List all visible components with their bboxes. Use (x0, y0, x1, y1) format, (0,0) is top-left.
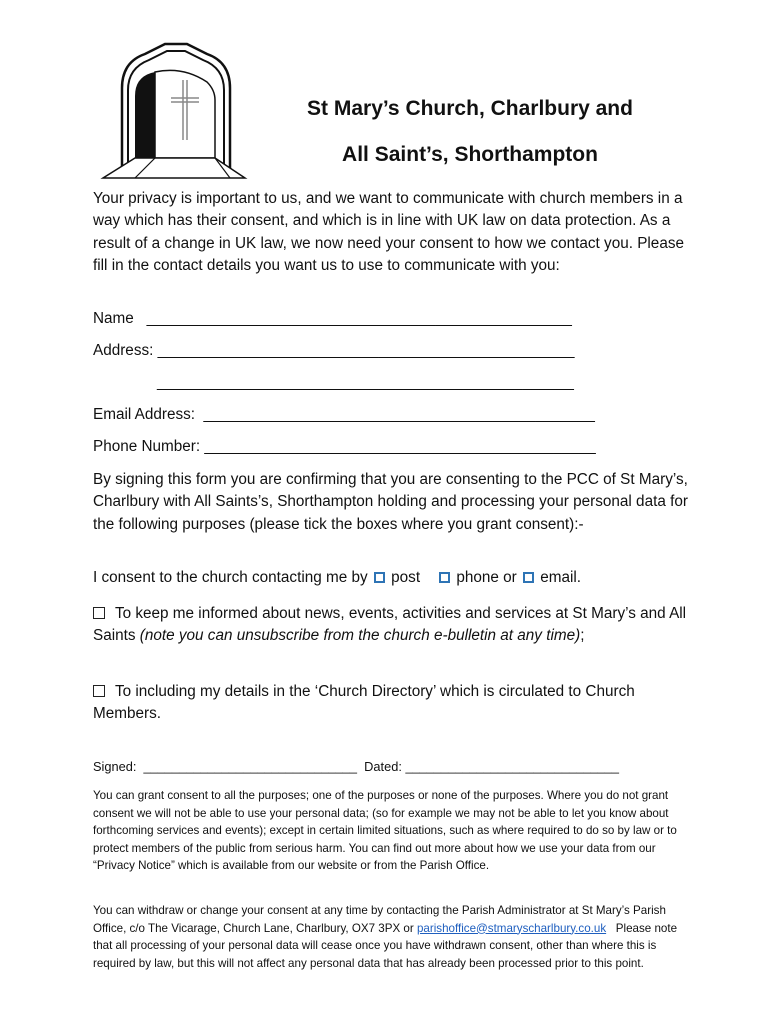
phone-label: Phone Number: (93, 438, 201, 455)
phone-field[interactable]: ______________________________________________ (204, 438, 596, 455)
directory-checkbox[interactable] (93, 685, 105, 697)
withdraw-text: You can withdraw or change your consent at any time by contacting the Parish Administrator at St Mary’s Parish Office, c/o The Vicarage, Church Lane, Charlbury, OX7 3PX or (93, 904, 666, 935)
address-label: Address: (93, 342, 154, 359)
post-label: post (391, 569, 421, 586)
signature-row (93, 759, 619, 774)
email-row (93, 406, 595, 424)
dated-field[interactable]: ______________________________ (405, 759, 619, 774)
news-checkbox[interactable] (93, 607, 105, 619)
parish-email-link[interactable]: parishoffice@stmaryscharlbury.co.uk (416, 921, 607, 935)
email-checkbox[interactable] (523, 572, 534, 583)
contact-consent-row (93, 569, 581, 587)
signed-field[interactable]: ______________________________ (143, 759, 358, 774)
option-news-suffix: ; (580, 627, 585, 645)
address-field-line2[interactable]: _________________________________________________ (157, 374, 574, 391)
post-checkbox[interactable] (374, 572, 385, 583)
consent-info-paragraph: You can grant consent to all the purposes; one of the purposes or none of the purposes. Where you do not grant consent we will not be able to use your personal data; (so for example we may not be able to let you know about forthcoming services and events); except in certain limited situations, such as where required to do so by law or to protect members of the public from serious harm. You can find out more about how we use your data from our “Privacy Notice” which is available from our website or from the Parish Office. (93, 789, 677, 872)
option-news-text: To keep me informed about news, events, activities and services at St Mary’s and All Saints (93, 605, 687, 645)
phone-label-option: phone or (456, 569, 517, 586)
address-field-line1[interactable]: _________________________________________________ (157, 342, 575, 359)
name-field[interactable]: __________________________________________________ (146, 310, 572, 327)
name-row (93, 310, 572, 328)
church-door-logo (95, 40, 255, 182)
page-title-line2: All Saint’s, Shorthampton (342, 143, 598, 166)
option-news-note: (note you can unsubscribe from the church e-bulletin at any time) (139, 627, 581, 645)
withdraw-paragraph (93, 902, 688, 972)
option-directory-row (93, 681, 693, 726)
consent-paragraph: By signing this form you are confirming that you are consenting to the PCC of St Mary’s, Charlbury with All Saints’s, Shorthampton holding and processing your personal data for the following purposes (please tick the boxes where you grant consent):- (93, 471, 688, 533)
address-row (93, 342, 575, 360)
page-title-line1: St Mary’s Church, Charlbury and (307, 97, 633, 120)
phone-row (93, 438, 596, 456)
email-label: Email Address: (93, 406, 196, 423)
dated-label: Dated: (364, 759, 402, 774)
email-label-option: email. (540, 569, 582, 586)
phone-checkbox[interactable] (439, 572, 450, 583)
intro-paragraph: Your privacy is important to us, and we want to communicate with church members in a way which has their consent, and which is in line with UK law on data protection. As a result of a change in UK law, we now need your consent to how we contact you. Please fill in the contact details you want us to use to communicate with you: (93, 190, 684, 274)
signed-label: Signed: (93, 759, 137, 774)
name-label: Name (93, 310, 134, 327)
contact-consent-prefix: I consent to the church contacting me by (93, 569, 368, 586)
email-field[interactable]: ______________________________________________ (203, 406, 595, 423)
option-directory-text: To including my details in the ‘Church Directory’ which is circulated to Church Members. (93, 683, 635, 723)
withdraw-note: Please note that all processing of your personal data will cease once you have withdrawn consent, other than where this is required by law, but this will not affect any personal data that has already been processed prior to this point. (93, 921, 681, 970)
option-news-row (93, 603, 693, 648)
